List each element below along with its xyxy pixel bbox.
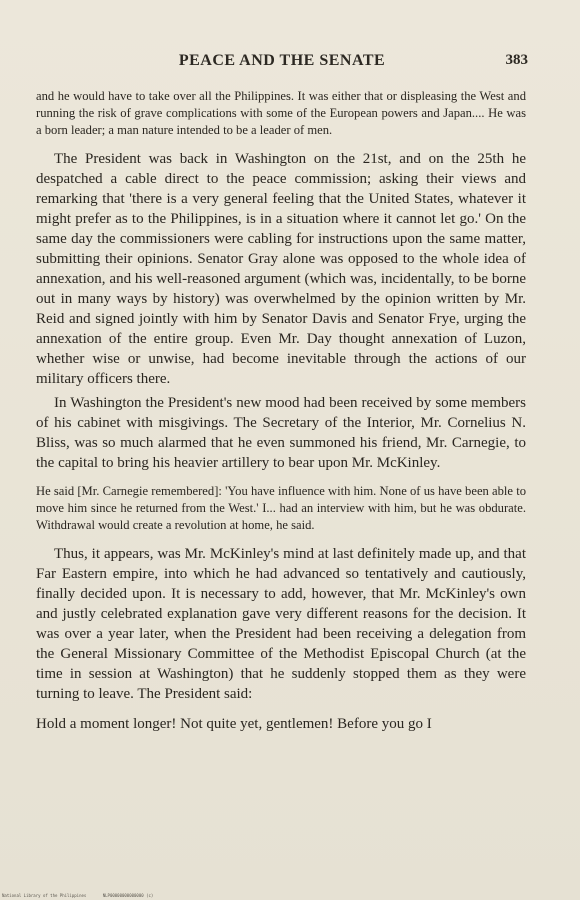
paragraph: The President was back in Washington on the 21st, and on the 25th he despatched a cable direct to the peace commission; asking their views and remarking that 'there is a very general feeling that the United States, whatever it might prefer as to the Philippines, is in a situation where it cannot let go.' On the same day the commissioners were cabling for instructions upon the same matter, submitting their opinions. Senator Gray alone was opposed to the whole idea of annexation, and his well-reasoned argument (which was, incidentally, to be borne out in many ways by history) was overwhelmed by the opinion written by Mr. Reid and signed jointly with him by Senator Davis and Senator Frye, urging the annexation of the entire group. Even Mr. Day thought annexation of Luzon, whether wise or unwise, had become inevitable through the actions of our military officers there.	[36, 151, 526, 387]
page-body	[36, 88, 526, 738]
scan-footer	[2, 893, 167, 898]
paragraph: In Washington the President's new mood had been received by some members of his cabinet with misgivings. The Secretary of the Interior, Mr. Cornelius N. Bliss, was so much alarmed that he even summoned his friend, Mr. Carnegie, to the capital to bring his heavier artillery to bear upon Mr. McKinley.	[36, 395, 526, 471]
page-number: 383	[505, 52, 528, 68]
page-header	[36, 52, 528, 74]
quote-continued: Hold a moment longer! Not quite yet, gentlemen! Before you go I	[36, 716, 432, 732]
running-head: PEACE AND THE SENATE	[178, 52, 386, 69]
scan-code: NLP00000000000000 (c)	[102, 893, 154, 898]
block-quote: He said [Mr. Carnegie remembered]: 'You have influence with him. None of us have been able to move him since he returned from the West.' I... had an interview with him, but he was obdurate. Withdrawal would create a revolution at home, he said.	[36, 484, 526, 532]
block-quote: and he would have to take over all the Philippines. It was either that or displeasing the West and running the risk of grave complications with some of the European powers and Japan.... He was a born leader; a man nature intended to be a leader of men.	[36, 89, 526, 137]
library-name: National Library of the Philippines	[2, 893, 87, 898]
paragraph: Thus, it appears, was Mr. McKinley's mind at last definitely made up, and that Far Eastern empire, into which he had advanced so tentatively and cautiously, finally decided upon. It is necessary to add, however, that Mr. McKinley's own and justly celebrated explanation gave very different reasons for the decision. It was over a year later, when the President had been receiving a delegation from the General Missionary Committee of the Methodist Episcopal Church (at the time in session at Washington) that he suddenly stopped them as they were turning to leave. The President said:	[36, 546, 526, 702]
